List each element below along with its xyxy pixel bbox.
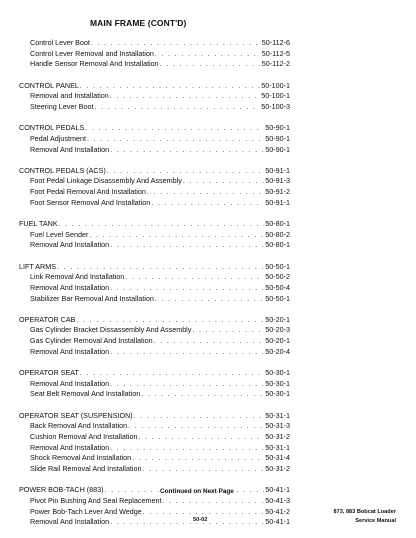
- toc-entry-label: Removal And Installation: [30, 346, 110, 356]
- toc-entry-label: Removal and Installation: [30, 91, 109, 101]
- toc-heading[interactable]: [19, 368, 290, 379]
- dot-leader: [141, 389, 264, 400]
- toc-entry-page: 50-31-2: [265, 431, 290, 441]
- toc-entry-page: 50-100-1: [261, 80, 290, 90]
- toc-entry-page: 50-80-1: [265, 218, 290, 228]
- toc-entry-label: Removal And Installation: [30, 517, 110, 527]
- toc-entry-page: 50-112-2: [261, 59, 290, 69]
- toc-entry-label: OPERATOR SEAT (SUSPENSION): [19, 410, 133, 420]
- toc-entry-page: 50-41-3: [265, 495, 290, 505]
- toc-entry-page: 50-20-1: [265, 336, 290, 346]
- page-title: MAIN FRAME (CONT'D): [90, 18, 187, 28]
- toc-entry-label: Seat Belt Removal And Installation: [30, 389, 141, 399]
- dot-leader: [110, 145, 264, 156]
- footer-manual-info: [334, 508, 397, 525]
- toc-entry-label: Control Lever Boot: [30, 38, 90, 47]
- toc-entry[interactable]: [19, 294, 290, 305]
- toc-entry-page: 50-20-4: [265, 346, 290, 356]
- dot-leader: [155, 49, 261, 60]
- toc-entry-label: Foot Sensor Removal And Installation: [30, 197, 151, 207]
- toc-entry[interactable]: [19, 517, 290, 528]
- dot-leader: [151, 198, 264, 209]
- dot-leader: [110, 240, 264, 251]
- toc-heading[interactable]: [19, 81, 290, 92]
- toc-entry-label: Control Lever Removal and Installation: [30, 48, 154, 58]
- toc-entry[interactable]: [19, 347, 290, 358]
- toc-heading[interactable]: [19, 411, 290, 422]
- toc-entry-label: OPERATOR SEAT: [19, 368, 79, 377]
- toc-entry-label: Gas Cylinder Removal And Installation: [30, 336, 153, 346]
- toc-entry[interactable]: [19, 453, 290, 464]
- toc-entry-label: Removal And Installation: [30, 282, 110, 292]
- toc-entry-label: CONTROL PEDALS (ACS): [19, 165, 106, 175]
- dot-leader: [110, 91, 261, 102]
- toc-entry-page: 50-90-1: [265, 123, 290, 133]
- toc-entry-label: Link Removal And Installation: [30, 272, 125, 282]
- toc-section: [19, 166, 290, 209]
- toc-entry[interactable]: [19, 176, 290, 187]
- toc-entry[interactable]: [19, 421, 290, 432]
- toc-entry-label: Removal And Installation: [30, 144, 110, 154]
- toc-entry-page: 50-31-2: [265, 464, 290, 473]
- toc-entry-label: Stabilizer Bar Removal And Installation: [30, 293, 154, 303]
- toc-entry-page: 50-91-3: [265, 176, 290, 186]
- toc-entry-page: 50-91-1: [265, 165, 290, 175]
- toc-entry-label: Removal And Installation: [30, 378, 110, 388]
- toc-entry[interactable]: [19, 145, 290, 156]
- dot-leader: [76, 315, 264, 326]
- toc-entry[interactable]: [19, 464, 290, 475]
- toc-entry[interactable]: [19, 240, 290, 251]
- toc-section: [19, 219, 290, 251]
- toc-section: [19, 315, 290, 358]
- toc-entry[interactable]: [19, 496, 290, 507]
- toc-entry-label: Removal And Installation: [30, 240, 110, 250]
- dot-leader: [132, 453, 264, 464]
- toc-entry-page: 50-112-5: [261, 48, 290, 58]
- dot-leader: [134, 411, 265, 422]
- toc-entry-page: 50-31-1: [265, 442, 290, 452]
- toc-entry[interactable]: [19, 379, 290, 390]
- toc-entry-label: Fuel Level Sender: [30, 229, 89, 239]
- toc-entry-page: 50-50-2: [265, 272, 290, 282]
- toc-entry-label: Foot Pedal Linkage Disassembly And Assembly: [30, 176, 182, 186]
- dot-leader: [57, 262, 264, 273]
- toc-entry[interactable]: [19, 102, 290, 113]
- toc-entry-page: 50-100-1: [261, 91, 290, 101]
- toc-heading[interactable]: [19, 166, 290, 177]
- toc-entry-label: LIFT ARMS: [19, 261, 57, 271]
- toc-entry-page: 50-31-4: [265, 453, 290, 463]
- toc-entry[interactable]: [19, 432, 290, 443]
- toc-entry[interactable]: [19, 91, 290, 102]
- toc-entry-page: 50-91-1: [265, 197, 290, 207]
- toc-entry[interactable]: [19, 38, 290, 49]
- dot-leader: [142, 464, 264, 475]
- dot-leader: [154, 336, 265, 347]
- footer-model: 873, 883 Bobcat Loader: [333, 509, 396, 515]
- dot-leader: [128, 421, 264, 432]
- toc-entry-page: 50-91-2: [265, 187, 290, 197]
- toc-entry-page: 50-50-1: [265, 293, 290, 303]
- toc-entry-page: 50-112-6: [261, 38, 290, 47]
- toc-entry-label: Slide Rail Removal And Installation: [30, 464, 142, 473]
- toc-entry-page: 50-20-3: [265, 325, 290, 335]
- toc-entry-label: Foot Pedal Removal And Installation: [30, 187, 146, 197]
- dot-leader: [91, 38, 261, 49]
- toc-entry-label: Handle Sensor Removal And Installation: [30, 59, 159, 69]
- dot-leader: [155, 294, 264, 305]
- toc-entry-page: 50-100-3: [261, 101, 290, 111]
- toc-entry-label: Gas Cylinder Bracket Dissassembly And Assembly: [30, 325, 192, 335]
- toc-entry[interactable]: [19, 134, 290, 145]
- toc-section: [19, 368, 290, 400]
- toc-entry-label: Pedal Adjustment: [30, 133, 86, 143]
- toc-entry-page: 50-90-1: [265, 133, 290, 143]
- dot-leader: [95, 102, 261, 113]
- dot-leader: [59, 219, 265, 230]
- toc-entry[interactable]: [19, 336, 290, 347]
- dot-leader: [80, 81, 260, 92]
- toc-entry-page: 50-41-1: [265, 485, 290, 495]
- dot-leader: [160, 59, 261, 70]
- dot-leader: [80, 368, 264, 379]
- toc-entry[interactable]: [19, 230, 290, 241]
- dot-leader: [110, 379, 264, 390]
- dot-leader: [107, 166, 264, 177]
- toc-entry-page: 50-30-1: [265, 378, 290, 388]
- toc-entry-page: 50-20-1: [265, 314, 290, 324]
- footer-manual: Service Manual: [355, 517, 396, 524]
- dot-leader: [183, 176, 264, 187]
- toc-entry-label: Power Bob-Tach Lever And Wedge: [30, 506, 142, 516]
- dot-leader: [89, 230, 264, 241]
- toc-entry-label: FUEL TANK: [19, 218, 58, 228]
- dot-leader: [85, 123, 264, 134]
- dot-leader: [192, 325, 264, 336]
- toc-entry-page: 50-41-1: [265, 517, 290, 527]
- toc-entry[interactable]: [19, 187, 290, 198]
- toc-entry-label: Steering Lever Boot: [30, 101, 94, 111]
- table-of-contents: [19, 38, 290, 538]
- toc-entry-label: Removal And Installation: [30, 442, 110, 452]
- toc-section: [19, 262, 290, 305]
- toc-entry-label: Shock Removal And Installation: [30, 453, 132, 463]
- footer-page-number: 50-02: [193, 517, 208, 523]
- toc-heading[interactable]: [19, 219, 290, 230]
- continued-note: Continued on Next Page: [160, 488, 234, 495]
- toc-entry[interactable]: [19, 325, 290, 336]
- toc-entry-label: POWER BOB-TACH (883): [19, 485, 104, 495]
- toc-entry[interactable]: [19, 389, 290, 400]
- dot-leader: [110, 443, 264, 454]
- toc-entry-page: 50-80-1: [265, 240, 290, 250]
- toc-entry-label: Pivot Pin Bushing And Seal Replacement: [30, 495, 162, 505]
- dot-leader: [110, 517, 264, 528]
- toc-entry-page: 50-80-2: [265, 229, 290, 239]
- toc-entry[interactable]: [19, 49, 290, 60]
- toc-section: [19, 485, 290, 528]
- toc-heading[interactable]: [19, 262, 290, 273]
- toc-entry-page: 50-31-1: [265, 410, 290, 420]
- toc-entry-label: CONTROL PEDALS: [19, 123, 85, 133]
- dot-leader: [162, 496, 264, 507]
- toc-entry-page: 50-30-1: [265, 368, 290, 377]
- toc-entry[interactable]: [19, 507, 290, 518]
- toc-entry-label: OPERATOR CAB: [19, 314, 76, 324]
- toc-entry-page: 50-31-3: [265, 421, 290, 431]
- toc-entry-label: CONTROL PANEL: [19, 80, 79, 90]
- toc-entry[interactable]: [19, 59, 290, 70]
- dot-leader: [143, 507, 264, 518]
- toc-entry-label: Back Removal And Installation: [30, 421, 128, 431]
- toc-section: [19, 123, 290, 155]
- toc-section: [19, 38, 290, 70]
- toc-entry-page: 50-50-4: [265, 282, 290, 292]
- toc-heading[interactable]: [19, 123, 290, 134]
- toc-entry[interactable]: [19, 283, 290, 294]
- toc-entry-page: 50-90-1: [265, 144, 290, 154]
- toc-section: [19, 411, 290, 475]
- dot-leader: [87, 134, 264, 145]
- dot-leader: [138, 432, 264, 443]
- toc-entry[interactable]: [19, 198, 290, 209]
- toc-entry[interactable]: [19, 272, 290, 283]
- toc-entry-label: Cushion Removal And Installation: [30, 431, 138, 441]
- dot-leader: [125, 272, 264, 283]
- toc-entry-page: 50-50-1: [265, 261, 290, 271]
- toc-entry-page: 50-30-1: [265, 389, 290, 399]
- toc-heading[interactable]: [19, 485, 290, 496]
- dot-leader: [110, 347, 264, 358]
- toc-entry[interactable]: [19, 443, 290, 454]
- toc-heading[interactable]: [19, 315, 290, 326]
- toc-section: [19, 81, 290, 113]
- dot-leader: [147, 187, 264, 198]
- dot-leader: [110, 283, 264, 294]
- toc-entry-page: 50-41-2: [265, 506, 290, 516]
